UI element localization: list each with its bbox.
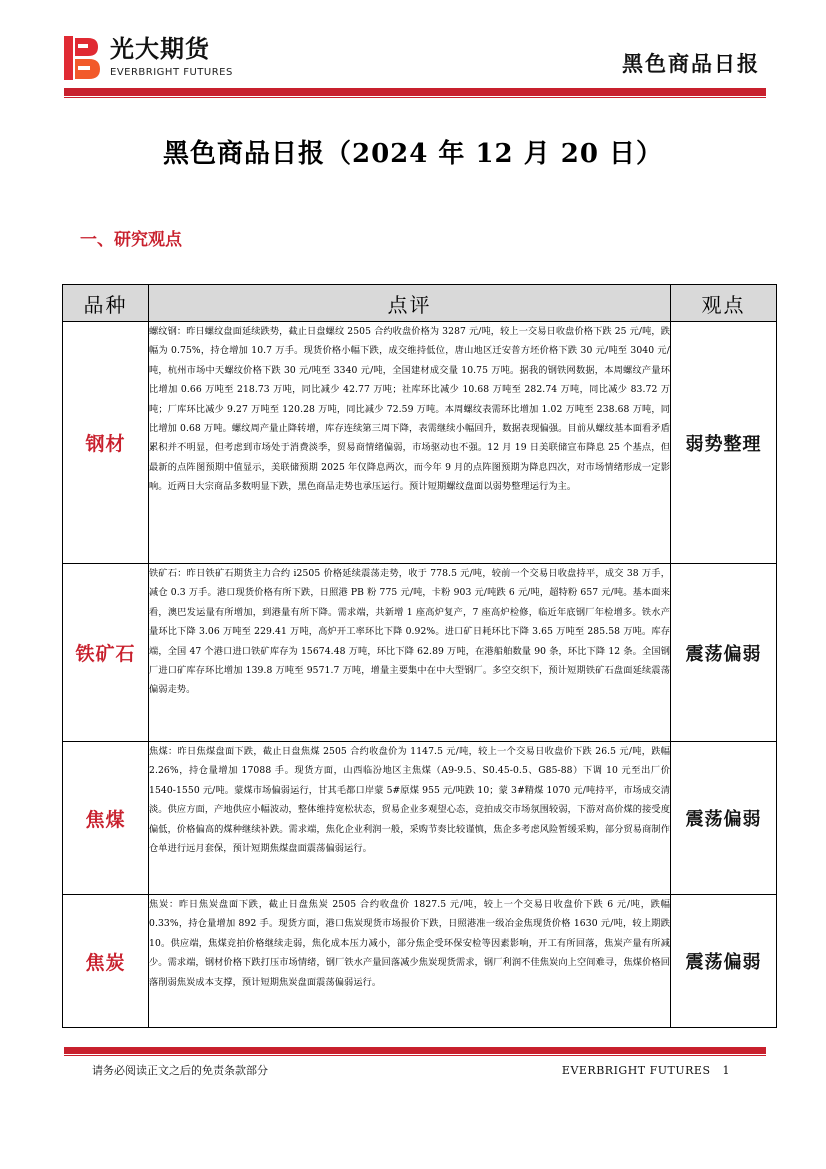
- header-comment: 点评: [149, 285, 671, 322]
- view-cell: 震荡偏弱: [671, 895, 777, 1028]
- table-header-row: [63, 285, 777, 322]
- comment-cell: 铁矿石：昨日铁矿石期货主力合约 i2505 价格延续震荡走势，收于 778.5 元/吨，较前一个交易日收盘持平，成交 38 万手，减仓 0.3 万手。港口现货价格有所下跌，日照港 PB 粉 775 元/吨，卡粉 903 元/吨跌 6 元/吨，超特粉 657 元/吨。基本面来看，澳巴发运量有所增加，到港量有所下降。需求端，共新增 1 座高炉复产，7 座高炉检修，临近年底钢厂年检增多。铁水产量环比下降 3.06 万吨至 229.41 万吨，高炉开工率环比下降 0.92%。进口矿日耗环比下降 3.65 万吨至 285.58 万吨。库存端，全国 47 个港口进口铁矿库存为 15674.48 万吨，环比下降 62.89 万吨，在港船舶数量 90 条，环比下降 12 条。全国钢厂进口矿库存环比增加 139.8 万吨至 9571.7 万吨，增量主要集中在中大型钢厂。多空交织下，预计短期铁矿石盘面延续震荡偏弱走势。: [149, 564, 671, 742]
- research-table: [62, 284, 777, 1028]
- everbright-logo-icon: [64, 36, 100, 80]
- document-title: 黑色商品日报（2024 年 12 月 20 日）: [163, 139, 663, 169]
- comment-cell: 焦煤：昨日焦煤盘面下跌，截止日盘焦煤 2505 合约收盘价为 1147.5 元/吨，较上一个交易日收盘价下跌 26.5 元/吨，跌幅 2.26%，持仓量增加 17088 手。现货方面，山西临汾地区主焦煤（A9-9.5、S0.45-0.5、G85-88）下调 10 元至出厂价 1540-1550 元/吨。蒙煤市场偏弱运行，甘其毛都口岸蒙 5#原煤 955 元/吨跌 10；蒙 3#精煤 1070 元/吨持平，市场成交清淡。供应方面，产地供应小幅波动，整体维持宽松状态，贸易企业多观望心态，竞拍成交市场氛围较弱，下游对高价煤的接受度偏低，价格偏高的煤种继续补跌。需求端，焦化企业利润一般，采购节奏比较谨慎，焦企多考虑风险暂缓采购，部分贸易商制作仓单进行远月套保，预计短期焦煤盘面震荡偏弱运行。: [149, 742, 671, 895]
- table-row: [63, 564, 777, 742]
- comment-cell: 焦炭：昨日焦炭盘面下跌，截止日盘焦炭 2505 合约收盘价 1827.5 元/吨，较上一个交易日收盘价下跌 6 元/吨，跌幅 0.33%，持仓量增加 892 手。现货方面，港口焦炭现货市场报价下跌，日照港准一级冶金焦现货价格 1630 元/吨，较上期跌 10。供应端，焦煤竞拍价格继续走弱，焦化成本压力减小，部分焦企受环保安检等因素影响，开工有所回落，焦炭产量有所减少。需求端，钢材价格下跌打压市场情绪，钢厂铁水产量回落减少焦炭现货需求，钢厂利润不佳焦炭向上空间难寻，焦煤价格回落削弱焦炭成本支撑，预计短期焦炭盘面震荡偏弱运行。: [149, 895, 671, 1028]
- header-view: 观点: [671, 285, 777, 322]
- header-rule: [64, 88, 766, 96]
- variety-cell: 铁矿石: [63, 564, 149, 742]
- table-row: [63, 895, 777, 1028]
- brand-name-en: EVERBRIGHT FUTURES: [110, 67, 233, 78]
- footer-company: EVERBRIGHT FUTURES: [561, 1064, 711, 1077]
- view-cell: 弱势整理: [671, 322, 777, 564]
- brand-name-cn: 光大期货: [110, 35, 210, 63]
- page-number: 1: [722, 1064, 730, 1077]
- table-row: [63, 322, 777, 564]
- view-cell: 震荡偏弱: [671, 564, 777, 742]
- variety-cell: 焦煤: [63, 742, 149, 895]
- view-cell: 震荡偏弱: [671, 742, 777, 895]
- footer-company-page: [562, 1064, 730, 1078]
- report-name: 黑色商品日报: [622, 52, 760, 76]
- table-row: [63, 742, 777, 895]
- header-variety: 品种: [63, 285, 149, 322]
- section-heading: 一、研究观点: [80, 230, 182, 250]
- comment-cell: 螺纹钢：昨日螺纹盘面延续跌势，截止日盘螺纹 2505 合约收盘价格为 3287 元/吨，较上一交易日收盘价格下跌 25 元/吨，跌幅为 0.75%，持仓增加 10.7 万手。现货价格小幅下跌，成交维持低位，唐山地区迁安普方坯价格下跌 30 元/吨至 3040 元/吨，杭州市场中天螺纹价格下跌 30 元/吨至 3340 元/吨，全国建材成交量 10.75 万吨。据我的钢铁网数据，本周螺纹产量环比增加 0.66 万吨至 218.73 万吨，同比减少 42.77 万吨；社库环比减少 10.68 万吨至 282.74 万吨，同比减少 83.72 万吨；厂库环比减少 9.27 万吨至 120.28 万吨，同比减少 72.59 万吨。本周螺纹表需环比增加 1.02 万吨至 238.68 万吨，同比增加 0.68 万吨。螺纹周产量止降转增，库存连续第三周下降，表需继续小幅回升，数据表现偏强。目前从螺纹基本面看矛盾累积并不明显，但考虑到市场处于消费淡季，贸易商情绪偏弱，市场驱动也不强。12 月 19 日美联储宣布降息 25 个基点，但最新的点阵图预期中值显示，美联储预期 2025 年仅降息两次，而今年 9 月的点阵图预期为降息四次，对市场情绪形成一定影响。近两日大宗商品多数明显下跌，黑色商品走势也承压运行。预计短期螺纹盘面以弱势整理运行为主。: [149, 322, 671, 564]
- variety-cell: 钢材: [63, 322, 149, 564]
- footer-rule: [64, 1047, 766, 1054]
- footer-disclaimer: 请务必阅读正文之后的免责条款部分: [92, 1064, 268, 1077]
- variety-cell: 焦炭: [63, 895, 149, 1028]
